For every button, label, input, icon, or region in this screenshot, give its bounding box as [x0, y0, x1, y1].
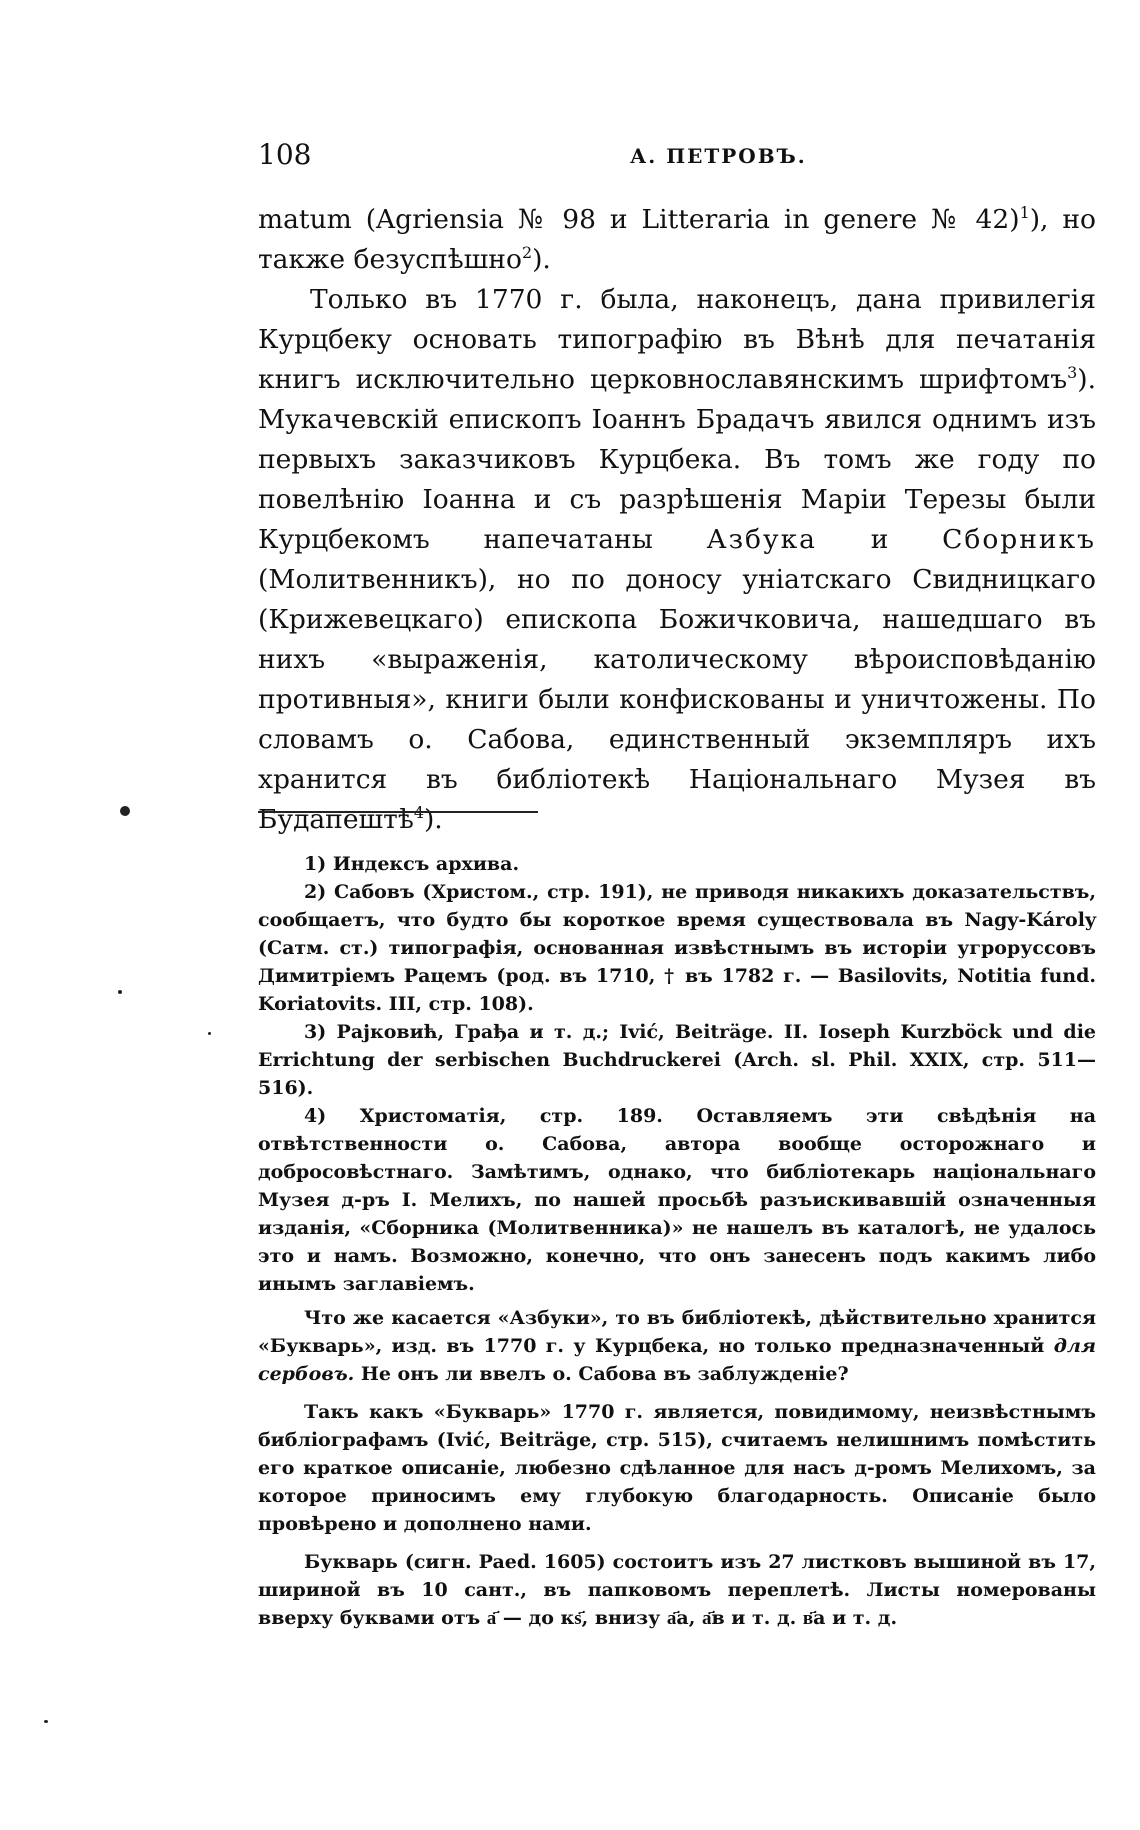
margin-speck-mark-2 — [208, 1032, 211, 1035]
paragraph-1-text: matum (Agriensia № 98 и Litteraria in genere № 42) — [258, 204, 1020, 235]
footnote-3: 3) Рајковић, Грађа и т. д.; Ivić, Beiträge. II. Ioseph Kurzböck und die Errichtung der serbischen Buchdruckerei (Arch. sl. Phil. XXIX, стр. 511—516). — [258, 1021, 1096, 1099]
paragraph-2-text-4: ). — [423, 804, 443, 835]
title-sbornik: Сборникъ — [942, 524, 1096, 555]
paragraph-2 — [258, 280, 1096, 840]
footnote-ref-2: 2 — [521, 243, 533, 263]
footnote-ref-1: 1 — [1019, 203, 1030, 223]
footnotes — [258, 850, 1096, 1632]
footnote-4b-italic: для сербовъ. — [258, 1335, 1096, 1385]
paragraph-2-text-2: ). Мукачевскій епископъ Іоаннъ Брадачъ явился однимъ изъ первыхъ заказчиковъ Курцбека. Въ томъ же году по повелѣнію Іоанна и съ разрѣшенія Маріи Терезы были Курцбекомъ напечатаны — [258, 364, 1096, 555]
main-text — [258, 200, 1096, 840]
footnote-2: 2) Сабовъ (Христом., стр. 191), не приводя никакихъ доказательствъ, сообщаетъ, что будто бы короткое время существовала въ Nagy-Károly (Сатм. ст.) типографія, основанная извѣстнымъ въ исторіи угроруссовъ Димитріемъ Рацемъ (род. въ 1710, † въ 1782 г. — Basilovits, Notitia fund. Koriatovits. III, стр. 108). — [258, 881, 1096, 1015]
title-azbuka: Азбука — [706, 524, 817, 555]
footnote-ref-3: 3 — [1067, 363, 1078, 383]
paragraph-1-text-2: ), но также безуспѣшно — [258, 204, 1096, 275]
margin-speck-mark-3 — [44, 1720, 48, 1723]
paragraph-1 — [258, 200, 1096, 280]
paragraph-1-text-3: ). — [532, 244, 551, 275]
paragraph-2-text: Только въ 1770 г. была, наконецъ, дана привилегія Курцбеку основать типографію въ Вѣнѣ для печатанія книгъ исключительно церковнославянскимъ шрифтомъ — [258, 284, 1096, 395]
paragraph-2-and: и — [816, 524, 943, 555]
page-header — [258, 138, 1096, 178]
footnote-4b-text-2: Не онъ ли ввелъ о. Сабова въ заблужденіе? — [354, 1363, 849, 1385]
running-head: А. ПЕТРОВЪ. — [630, 144, 807, 168]
margin-dot-mark — [120, 806, 130, 816]
page-number: 108 — [258, 138, 312, 171]
footnote-4-description: Такъ какъ «Букварь» 1770 г. является, повидимому, неизвѣстнымъ библіографамъ (Ivić, Beiträge, стр. 515), считаемъ нелишнимъ помѣстить его краткое описаніе, любезно сдѣланное для насъ д-ромъ Мелихомъ, за которое приносимъ ему глубокую благодарность. Описаніе было провѣрено и дополнено нами. — [258, 1401, 1096, 1535]
footnote-4-continued — [258, 1304, 1096, 1388]
margin-speck-mark — [118, 990, 122, 994]
footnote-4b-text: Что же касается «Азбуки», то въ библіотекѣ, дѣйствительно хранится «Букварь», изд. въ 1770 г. у Курцбека, но только предназначенный — [258, 1307, 1096, 1357]
paragraph-2-text-3: (Молитвенникъ), но по доносу уніатскаго Свидницкаго (Крижевецкаго) епископа Божичковича, нашедшаго въ нихъ «выраженія, католическому вѣроисповѣданію противныя», книги были конфискованы и уничтожены. По словамъ о. Сабова, единственный экземпляръ ихъ хранится въ библіотекѣ Національнаго Музея въ Будапештѣ — [258, 564, 1096, 835]
footnote-4-bukvar: Букварь (сигн. Paed. 1605) состоитъ изъ 27 листковъ вышиной въ 17, шириной въ 10 сант., въ папковомъ переплетѣ. Листы номерованы вверху буквами отъ а҃ — до кѕ҃, внизу а҃а, а҃в и т. д. в҃а и т. д. — [258, 1551, 1096, 1629]
footnote-4: 4) Христоматія, стр. 189. Оставляемъ эти свѣдѣнія на отвѣтственности о. Сабова, автора вообще осторожнаго и добросовѣстнаго. Замѣтимъ, однако, что библіотекарь національнаго Музея д-ръ I. Мелихъ, по нашей просьбѣ разъискивавшій означенныя изданія, «Сборника (Молитвенника)» не нашелъ въ каталогѣ, не удалось это и намъ. Возможно, конечно, что онъ занесенъ подъ какимъ либо инымъ заглавіемъ. — [258, 1105, 1096, 1295]
footnote-ref-4: 4 — [413, 803, 424, 823]
footnote-rule — [258, 811, 538, 813]
footnote-1: 1) Индексъ архива. — [304, 853, 520, 875]
